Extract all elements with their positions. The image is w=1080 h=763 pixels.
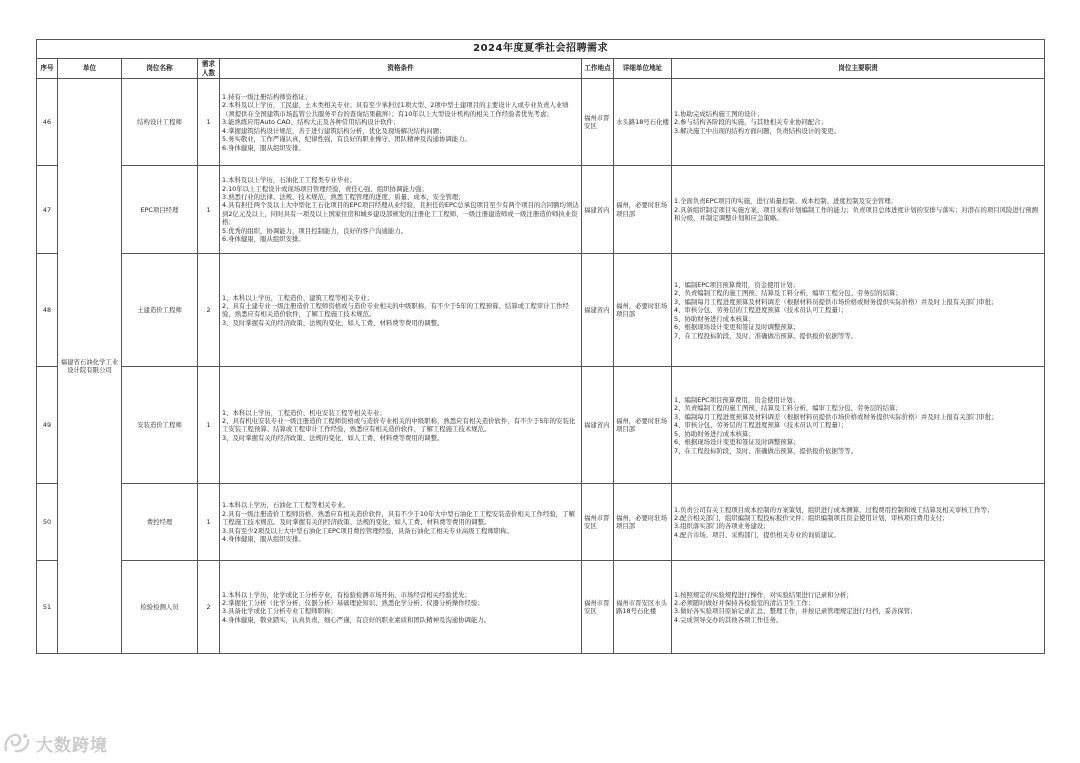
row-no: 49 — [37, 367, 58, 484]
row-duties: 1.协助完成结构施工图的设计； 2.参与结构各阶段的实施，与其他相关专业协同配合； 3.解决施工中出现的结构方面问题，负责结构设计的变更。 — [672, 79, 1045, 166]
row-no: 50 — [37, 484, 58, 561]
row-position: 安装造价工程师 — [122, 367, 198, 484]
row-location: 福州市晋安区 — [582, 79, 614, 166]
row-location: 福州市晋安区 — [582, 561, 614, 654]
watermark-logo-icon — [2, 730, 32, 756]
row-position: 费控经理 — [122, 484, 198, 561]
header-position: 岗位名称 — [122, 59, 198, 79]
row-count: 1 — [198, 79, 220, 166]
row-count: 1 — [198, 166, 220, 254]
row-address: 福州，必要时驻场项目部 — [614, 367, 672, 484]
header-location: 工作地点 — [582, 59, 614, 79]
row-no: 48 — [37, 254, 58, 367]
watermark-text: 大数跨境 — [36, 735, 108, 756]
recruitment-table — [36, 39, 1045, 654]
row-location: 福建省内 — [582, 367, 614, 484]
header-unit: 单位 — [58, 59, 122, 79]
header-no: 序号 — [37, 59, 58, 79]
row-duties: 1.按照规定的实验规程进行操作，对实验结果进行记录和分析； 2.必须随时做好并保持各检验室的清洁卫生工作； 3.做好各实验项目原始记录汇总、整理工作，并按记录管理规定进行归档，妥善保管； 4.完成领导交办的其他各项工作任务。 — [672, 561, 1045, 654]
row-requirements: 1.本科以上学历，化学或化工分析专业，有检验检测市场开拓、市场经营相关经验优先； 2.掌握化工分析（化学分析、仪器分析）基础理论知识、熟悉化学分析、仪器分析操作经验； 3.具备化学或化工分析专业工程师职称； 4.身体健康，敬业踏实，认真负责，细心严谨，有良好的职业素质和团队精神及沟通协调能力。 — [220, 561, 582, 654]
row-no: 47 — [37, 166, 58, 254]
row-requirements: 1、本科以上学历，工程造价、机电安装工程等相关专业； 2、具有机电安装专业一级注册造价工程师资格或与造价专业相关的中级职称，熟悉应有相关造价软件，有不少于5年的安装化工安装工程预算、结算或工程审计工作经验，熟悉应有相关造价软件，了解工程施工技术规范。 3、及时掌握有关的经济政策、法规的变化，如人工费、材料费等费用的调整。 — [220, 367, 582, 484]
row-count: 1 — [198, 484, 220, 561]
row-position: 检验检测人员 — [122, 561, 198, 654]
row-duties: 1.负责公司有关工程项目成本控制的方案策划，组织进行成本测算，过程费用控制和竣工结算及相关审核工作等； 2.配合相关部门，组织编制工程投标报价文件；组织编制项目资金使用计划，审核项目费用支付； 3.组织落实部门的各项业务建设； 4.配合市场、项目、采购部门，提供相关专业的询质建议。 — [672, 484, 1045, 561]
row-address: 水头路18号石化楼 — [614, 79, 672, 166]
row-requirements: 1.本科及以上学历，石油化工工程类专业毕业； 2.10年以上工程设计或现场项目管理经验，责任心强、组织协调能力强； 3.熟悉行业的法律、法规、技术规范，熟悉工程管理的进度、质量、成本、安全管理； 4.具有担任两个及以上大中型化工石化项目的EPC项目经理从业经验，且担任的EPC总承包项目至少有两个项目的合同额均须达到2亿元及以上，同时具有一项及以上国家住房和城乡建设部颁发的注册化工工程师、一级注册建造师或一级注册造价师执业资格； 5.优秀的组织，协调能力，项目控制能力，良好的客户沟通能力。 6.身体健康，服从组织安排。 — [220, 166, 582, 254]
unit-cell: 福建省石油化学工业设计院有限公司 — [58, 79, 122, 654]
row-requirements: 1、本科以上学历，工程造价、建筑工程等相关专业； 2、具有土建专业一级注册造价工程师资格或与造价专业相关的中级职称，有不少于5年的工程预算、结算或工程审计工作经验，熟悉应有相关造价软件，了解工程施工技术规范。 3、及时掌握有关的经济政策、法规的变化，如人工费、材料费等费用的调整。 — [220, 254, 582, 367]
row-duties: 1.全面负责EPC项目的实施，进行质量控制、成本控制、进度控制及安全管理； 2.具备组织制定项目实施方案、项目采购计划编制工作的能力；负责项目总体进度计划的安排与落实；对潜在的项目风险进行预测和分级，并制定调整计划和应急策略。 — [672, 166, 1045, 254]
table-row — [37, 166, 1045, 254]
row-location: 福建省内 — [582, 254, 614, 367]
table-title: 2024年度夏季社会招聘需求 — [37, 40, 1045, 59]
row-address: 福州，必要时驻场项目部 — [614, 254, 672, 367]
table-row — [37, 561, 1045, 654]
row-duties: 1、编制EPC项目预算费用，资金使用计划； 2、负责编制工程的施工图预、结算及工料分析，编审工程分包、劳务层的结算； 3、编制每月工程进度预算及材料调差（根据材料员提供市场价格或财务提供实际价格）并及时上报有关部门审批； 4、审核分包、劳务层的工程进度预算（技术员认可工程量）； 5、协助财务进行成本核算； 6、根据现场设计变更和签证及时调整预算； 7、在工程投标阶段，及时、准确做出预算，提供报价依据等等。 — [672, 367, 1045, 484]
row-count: 2 — [198, 254, 220, 367]
row-address: 福州市晋安区水头路18号石化楼 — [614, 561, 672, 654]
table-row — [37, 484, 1045, 561]
row-address: 福州，必要时驻场项目部 — [614, 166, 672, 254]
header-duties: 岗位主要职责 — [672, 59, 1045, 79]
row-count: 1 — [198, 367, 220, 484]
row-position: 土建造价工程师 — [122, 254, 198, 367]
row-no: 46 — [37, 79, 58, 166]
row-requirements: 1.持有一级注册结构师资格证； 2.本科及以上学历，工民建、土木类相关专业；具有至少承担过1项大型、2项中型土建项目的主要设计人或专业负责人业绩（须提供在全国建筑市场监管公共服务平台的查询结果截屏）；有10年以上大型设计机构的相关工作经验者优先考虑； 3.能熟练应用Auto CAD、结构大正及各种常用结构设计软件； 4.掌握建筑结构设计规范，善于进行建筑结构分析，优化及现场解决结构问题； 5.务实敬业，工作严谨认真，纪律性强，有良好的职业操守、团队精神及沟通协调能力。 6.身体健康，服从组织安排。 — [220, 79, 582, 166]
row-duties: 1、编制EPC项目预算费用，资金使用计划； 2、负责编制工程的施工图预、结算及工料分析，编审工程分包、劳务层的结算； 3、编制每月工程进度预算及材料调差（根据材料员提供市场价格或财务提供实际价格）并及时上报有关部门审批； 4、审核分包、劳务层的工程进度预算（技术员认可工程量）； 5、协助财务进行成本核算； 6、根据现场设计变更和签证及时调整预算； 7、在工程投标阶段，及时、准确做出预算，提供报价依据等等。 — [672, 254, 1045, 367]
row-address: 福州，必要时驻场项目部 — [614, 484, 672, 561]
watermark — [2, 728, 108, 758]
table-row — [37, 79, 1045, 166]
table-row — [37, 254, 1045, 367]
row-location: 福建省内 — [582, 166, 614, 254]
row-count: 2 — [198, 561, 220, 654]
row-location: 福州市晋安区 — [582, 484, 614, 561]
row-position: 结构设计工程师 — [122, 79, 198, 166]
row-position: EPC项目经理 — [122, 166, 198, 254]
table-row — [37, 367, 1045, 484]
header-address: 详细单位地址 — [614, 59, 672, 79]
header-requirements: 资格条件 — [220, 59, 582, 79]
row-no: 51 — [37, 561, 58, 654]
header-count: 需求人数 — [198, 59, 220, 79]
row-requirements: 1.本科以上学历，石油化工工程等相关专业。 2.具有一级注册造价工程师资格，熟悉应有相关造价软件，具有不少于10年大中型石油化工工程安装造价相关工作经验，了解工程施工技术规范。及时掌握有关的经济政策、法规的变化，如人工费、材料费等费用的调整。 3.具有至少2项及以上大中型石油化工EPC项目费控管理经验，具备石油化工相关专业高级工程师职称。 4.身体健康，服从组织安排。 — [220, 484, 582, 561]
